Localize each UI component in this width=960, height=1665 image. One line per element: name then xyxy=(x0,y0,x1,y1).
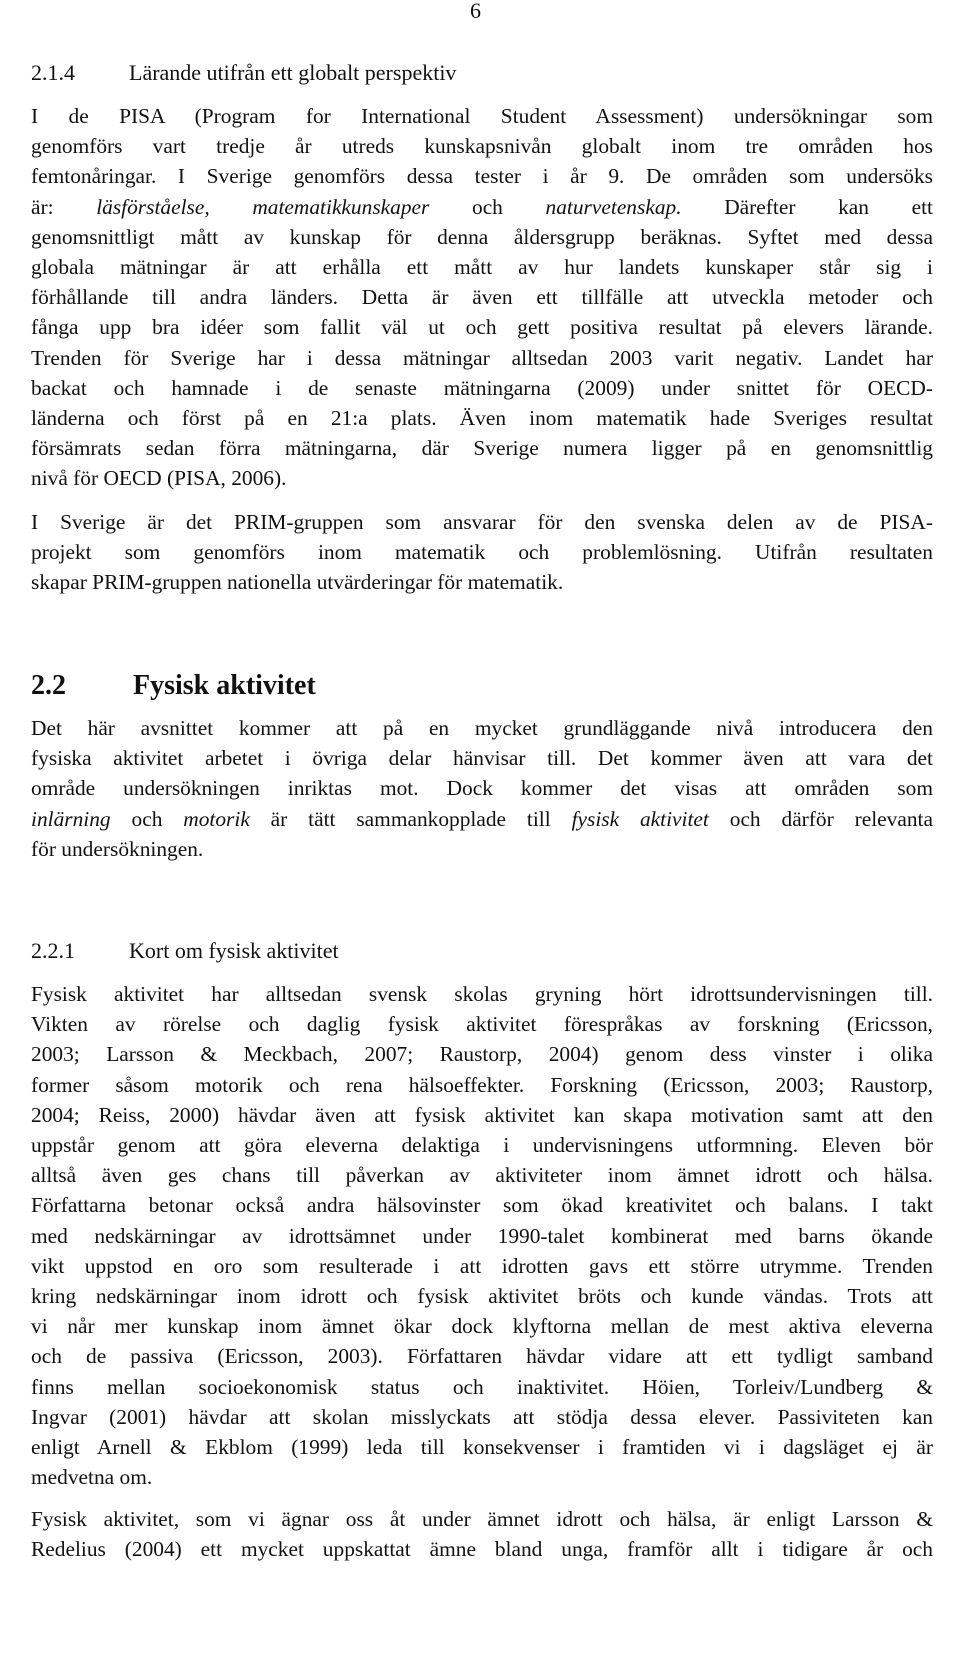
text-run: försämrats sedan förra mätningarna, där Sverige numera ligger på en genomsnittlig xyxy=(31,436,933,461)
paragraph xyxy=(31,979,933,1492)
text-line xyxy=(31,773,933,803)
text-line xyxy=(31,1009,933,1039)
section-number: 2.1.4 xyxy=(31,60,75,85)
text-run: Redelius (2004) ett mycket uppskattat ämne bland unga, framför allt i tidigare år och xyxy=(31,1537,933,1562)
text-line xyxy=(31,282,933,312)
text-line xyxy=(31,1311,933,1341)
text-run: 2003; Larsson & Meckbach, 2007; Raustorp, 2004) genom dess vinster i olika xyxy=(31,1042,933,1067)
text-run: förhållande till andra länders. Detta är även ett tillfälle att utveckla metoder och xyxy=(31,285,933,310)
section-heading-2-2-1 xyxy=(31,938,339,964)
text-run: Ingvar (2001) hävdar att skolan misslyckats att stödja dessa elever. Passiviteten kan xyxy=(31,1404,933,1429)
text-run: för undersökningen. xyxy=(31,836,204,861)
text-line xyxy=(31,1190,933,1220)
text-run: länderna och först på en 21:a plats. Även inom matematik hade Sveriges resultat xyxy=(31,406,933,431)
text-line xyxy=(31,222,933,252)
text-run: alltså även ges chans till påverkan av aktiviteter inom ämnet idrott och hälsa. xyxy=(31,1163,933,1188)
section-number: 2.2 xyxy=(31,670,66,701)
text-run: och xyxy=(429,194,546,219)
text-run: nivå för OECD (PISA, 2006). xyxy=(31,466,287,491)
text-line xyxy=(31,192,933,222)
text-run: med nedskärningar av idrottsämnet under 1990-talet kombinerat med barns ökande xyxy=(31,1223,933,1248)
text-line xyxy=(31,507,933,537)
text-line xyxy=(31,1100,933,1130)
text-line xyxy=(31,743,933,773)
text-line xyxy=(31,1372,933,1402)
text-run: är: xyxy=(31,194,97,219)
paragraph xyxy=(31,713,933,864)
text-line xyxy=(31,373,933,403)
text-line xyxy=(31,101,933,131)
text-run: former såsom motorik och rena hälsoeffekter. Forskning (Ericsson, 2003; Raustorp, xyxy=(31,1072,933,1097)
text-line xyxy=(31,463,933,493)
text-run: och därför relevanta xyxy=(708,806,933,831)
text-line xyxy=(31,1341,933,1371)
text-run: globala mätningar är att erhålla ett mått av hur landets kunskaper står sig i xyxy=(31,255,933,280)
text-line xyxy=(31,1251,933,1281)
text-run: Det här avsnittet kommer att på en mycket grundläggande nivå introducera den xyxy=(31,716,933,740)
text-line xyxy=(31,713,933,743)
italic-text: motorik xyxy=(183,806,250,831)
text-run: I Sverige är det PRIM-gruppen som ansvarar för den svenska delen av de PISA- xyxy=(31,510,933,534)
section-title: Kort om fysisk aktivitet xyxy=(129,938,339,963)
text-line xyxy=(31,1402,933,1432)
text-line xyxy=(31,433,933,463)
italic-text: läsförståelse, matematikkunskaper xyxy=(96,194,430,219)
paragraph xyxy=(31,101,933,494)
text-run: område undersökningen inriktas mot. Dock kommer det visas att områden som xyxy=(31,776,933,801)
text-run: Fysisk aktivitet, som vi ägnar oss åt under ämnet idrott och hälsa, är enligt Larsson & xyxy=(31,1507,933,1531)
text-run: Därefter kan ett xyxy=(681,194,933,219)
text-line xyxy=(31,979,933,1009)
text-run: är tätt sammankopplade till xyxy=(249,806,572,831)
text-run: 2004; Reiss, 2000) hävdar även att fysisk aktivitet kan skapa motivation samt att den xyxy=(31,1102,933,1127)
text-line xyxy=(31,1462,933,1492)
text-line xyxy=(31,1160,933,1190)
text-line xyxy=(31,1534,933,1564)
text-run: uppstår genom att göra eleverna delaktiga i undervisningens utformning. Eleven bör xyxy=(31,1133,933,1158)
text-run: medvetna om. xyxy=(31,1465,153,1490)
text-run: femtonåringar. I Sverige genomförs dessa tester i år 9. De områden som undersöks xyxy=(31,164,933,189)
text-line xyxy=(31,1070,933,1100)
text-run: Författarna betonar också andra hälsovinster som ökad kreativitet och balans. I takt xyxy=(31,1193,933,1218)
section-heading-2-2 xyxy=(31,670,316,702)
paragraph xyxy=(31,507,933,598)
text-line xyxy=(31,1221,933,1251)
text-line xyxy=(31,1130,933,1160)
text-run: backat och hamnade i de senaste mätningarna (2009) under snittet för OECD- xyxy=(31,375,933,400)
page-number: 6 xyxy=(470,0,481,23)
text-run: Fysisk aktivitet har alltsedan svensk skolas gryning hört idrottsundervisningen till. xyxy=(31,982,933,1006)
text-run: genomförs vart tredje år utreds kunskapsnivån globalt inom tre områden hos xyxy=(31,134,933,159)
text-line xyxy=(31,403,933,433)
text-line xyxy=(31,252,933,282)
text-line xyxy=(31,1039,933,1069)
text-line xyxy=(31,804,933,834)
paragraph xyxy=(31,1504,933,1564)
text-run: vikt uppstod en oro som resulterade i att idrotten gavs ett större utrymme. Trenden xyxy=(31,1253,933,1278)
text-run: och xyxy=(110,806,184,831)
text-run: fånga upp bra idéer som fallit väl ut och gett positiva resultat på elevers lärande. xyxy=(31,315,933,340)
text-run: kring nedskärningar inom idrott och fysisk aktivitet bröts och kunde vändas. Trots att xyxy=(31,1284,933,1309)
text-line xyxy=(31,834,933,864)
section-title: Lärande utifrån ett globalt perspektiv xyxy=(129,60,457,85)
text-run: fysiska aktivitet arbetet i övriga delar hänvisar till. Det kommer även att vara det xyxy=(31,746,933,771)
section-title: Fysisk aktivitet xyxy=(133,670,316,701)
text-line xyxy=(31,312,933,342)
text-run: genomsnittligt mått av kunskap för denna åldersgrupp beräknas. Syftet med dessa xyxy=(31,224,933,249)
section-heading-2-1-4 xyxy=(31,60,456,86)
text-line xyxy=(31,1281,933,1311)
text-line xyxy=(31,567,933,597)
text-line xyxy=(31,131,933,161)
text-line xyxy=(31,161,933,191)
section-number: 2.2.1 xyxy=(31,938,75,963)
text-run: och de passiva (Ericsson, 2003). Författaren hävdar vidare att ett tydligt samband xyxy=(31,1344,933,1369)
italic-text: naturvetenskap. xyxy=(545,194,682,219)
text-run: Vikten av rörelse och daglig fysisk aktivitet förespråkas av forskning (Ericsson, xyxy=(31,1012,933,1037)
text-line xyxy=(31,343,933,373)
text-run: skapar PRIM-gruppen nationella utvärderingar för matematik. xyxy=(31,570,564,595)
text-run: projekt som genomförs inom matematik och problemlösning. Utifrån resultaten xyxy=(31,540,933,565)
text-run: I de PISA (Program for International Student Assessment) undersökningar som xyxy=(31,104,933,128)
text-run: enligt Arnell & Ekblom (1999) leda till konsekvenser i framtiden vi i dagsläget ej är xyxy=(31,1435,933,1460)
text-line xyxy=(31,1432,933,1462)
text-run: finns mellan socioekonomisk status och inaktivitet. Höien, Torleiv/Lundberg & xyxy=(31,1374,933,1399)
text-run: Trenden för Sverige har i dessa mätningar alltsedan 2003 varit negativ. Landet har xyxy=(31,345,933,370)
italic-text: fysisk aktivitet xyxy=(571,806,709,831)
text-line xyxy=(31,1504,933,1534)
text-run: vi når mer kunskap inom ämnet ökar dock klyftorna mellan de mest aktiva eleverna xyxy=(31,1314,933,1339)
italic-text: inlärning xyxy=(31,806,111,831)
text-line xyxy=(31,537,933,567)
